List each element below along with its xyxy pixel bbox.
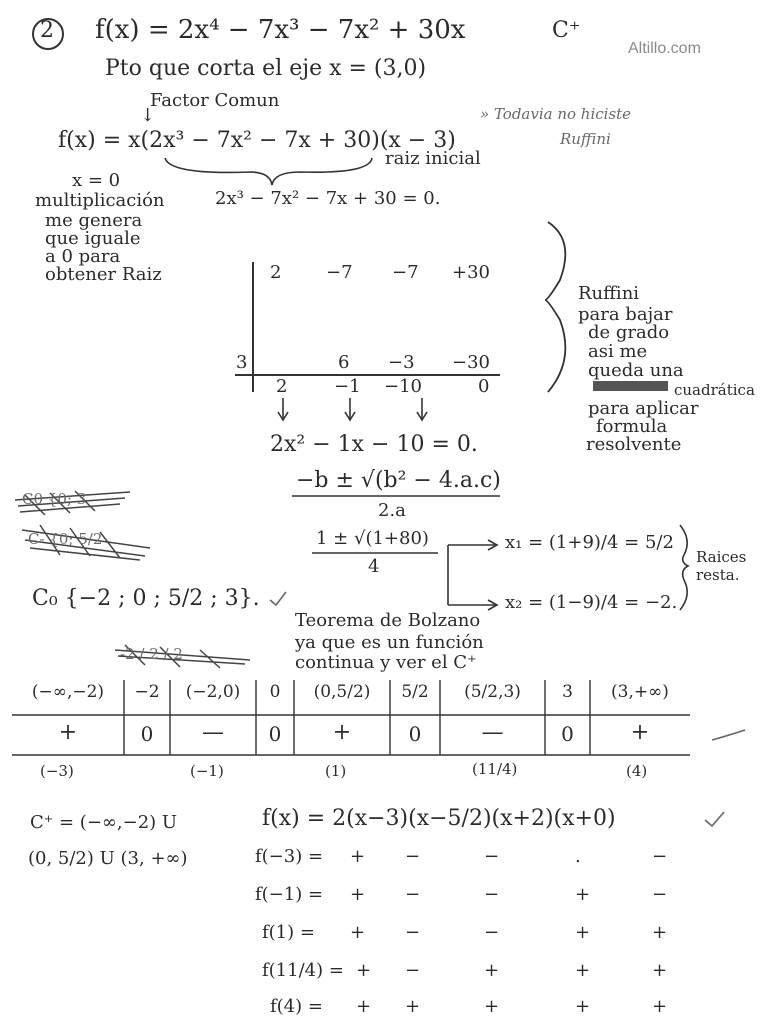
sign-table-sign: 0 (561, 722, 574, 746)
applied-denominator: 4 (368, 556, 380, 577)
eval-sign: + (575, 960, 591, 981)
eval-sign: + (484, 960, 500, 981)
problem-number: 2 (40, 18, 54, 43)
eval-sign: − (484, 846, 500, 867)
test-point: (−1) (190, 762, 224, 780)
ruffini-coeff-3: −7 (392, 262, 419, 283)
cplus-result-2: (0, 5/2) U (3, +∞) (28, 848, 188, 869)
ruffini-note-1: Ruffini (578, 283, 640, 304)
x-zero: x = 0 (72, 170, 121, 191)
ruffini-note-6: cuadrática (674, 381, 755, 399)
eval-sign: + (350, 846, 366, 867)
formula-denominator: 2.a (378, 500, 406, 521)
applied-numerator: 1 ± √(1+80) (316, 528, 429, 549)
sign-table-sign: 0 (140, 722, 154, 746)
sign-table-header: −2 (134, 682, 160, 702)
eval-label: f(4) = (270, 996, 323, 1017)
test-point: (−3) (40, 762, 74, 780)
root-x1: x₁ = (1+9)/4 = 5/2 (505, 532, 674, 553)
eval-sign: + (484, 996, 500, 1017)
crossed-text-1: C0 {0; 3 (22, 490, 87, 508)
eval-sign: . (575, 846, 581, 867)
factored-form: f(x) = 2(x−3)(x−5/2)(x+2)(x+0) (262, 806, 616, 831)
sign-table-header: (5/2,3) (464, 682, 521, 702)
sign-table-header: (0,5/2) (313, 682, 371, 702)
ruffini-result-4: 0 (478, 376, 490, 397)
ruffini-note-8: formula (596, 416, 668, 437)
eval-sign: − (652, 884, 668, 905)
crossed-text-2: C- {0; 5/2 (28, 530, 103, 548)
root-x2: x₂ = (1−9)/4 = −2. (505, 592, 678, 613)
eval-sign: + (356, 996, 372, 1017)
bolzano-line-1: Teorema de Bolzano (295, 610, 481, 631)
ruffini-coeff-4: +30 (452, 262, 490, 283)
test-point: (1) (325, 762, 347, 780)
teacher-note-2: Ruffini (560, 130, 611, 148)
eval-sign: − (484, 884, 500, 905)
ruffini-note-5: queda una (588, 360, 684, 381)
watermark: Altillo.com (628, 40, 701, 57)
sign-table-sign: 0 (408, 722, 422, 746)
eval-sign: − (484, 922, 500, 943)
ruffini-note-9: resolvente (586, 434, 682, 455)
cubic-equation: 2x³ − 7x² − 7x + 30 = 0. (215, 188, 441, 209)
eval-label: f(−1) = (255, 884, 324, 905)
eval-label: f(1) = (262, 922, 315, 943)
ruffini-product-3: −30 (452, 352, 490, 373)
test-point: (4) (626, 762, 648, 780)
eval-sign: − (405, 884, 421, 905)
ruffini-coeff-1: 2 (270, 262, 282, 283)
ruffini-result-3: −10 (384, 376, 422, 397)
eval-sign: + (652, 996, 668, 1017)
eval-sign: − (405, 846, 421, 867)
sign-table-header: (−2,0) (185, 682, 241, 702)
c-plus-label: C⁺ (552, 18, 581, 43)
note-line-3: que iguale (45, 228, 141, 249)
quadratic-equation: 2x² − 1x − 10 = 0. (270, 432, 478, 457)
ruffini-note-2: para bajar (578, 304, 673, 325)
roots-label: Raices resta. (696, 548, 747, 584)
note-line-1: multiplicación (35, 190, 165, 211)
ruffini-note-4: asi me (588, 341, 648, 362)
note-line-4: a 0 para (45, 246, 121, 267)
eval-sign: + (652, 922, 668, 943)
crossed-text-3: -2 / 2 / 2 (120, 645, 183, 663)
ruffini-coeff-2: −7 (326, 262, 353, 283)
sign-table-header: (3,+∞) (611, 682, 669, 702)
eval-sign: + (350, 922, 366, 943)
bolzano-line-3: continua y ver el C⁺ (295, 652, 477, 673)
factor-label: Factor Comun (150, 90, 280, 111)
ruffini-result-1: 2 (276, 376, 288, 397)
ruffini-product-2: −3 (388, 352, 415, 373)
ruffini-root: 3 (236, 352, 248, 373)
test-point: (11/4) (472, 760, 518, 778)
sign-table-header: 3 (562, 682, 573, 702)
eval-sign: + (356, 960, 372, 981)
formula-numerator: −b ± √(b² − 4.a.c) (296, 468, 501, 493)
sign-table-sign: + (630, 720, 650, 745)
sign-table-header: 0 (269, 682, 281, 702)
factored-expression: f(x) = x(2x³ − 7x² − 7x + 30)(x − 3) (58, 128, 456, 153)
arrow-down-icon: ↓ (140, 105, 156, 126)
function-definition: f(x) = 2x⁴ − 7x³ − 7x² + 30x (95, 15, 466, 45)
note-line-5: obtener Raiz (45, 264, 162, 285)
sign-table-header: (−∞,−2) (31, 682, 105, 702)
sign-table-sign: — (481, 720, 504, 745)
eval-label: f(−3) = (255, 846, 324, 867)
cplus-result-1: C⁺ = (−∞,−2) U (30, 812, 178, 833)
ruffini-note-7: para aplicar (588, 398, 699, 419)
sign-table-sign: + (332, 720, 352, 745)
eval-sign: + (575, 884, 591, 905)
sign-table-sign: — (202, 720, 224, 745)
sign-table-sign: + (58, 720, 78, 745)
eval-sign: + (350, 884, 366, 905)
zeros-set: C₀ {−2 ; 0 ; 5/2 ; 3}. (32, 586, 260, 611)
eval-sign: + (652, 960, 668, 981)
cut-point: Pto que corta el eje x = (3,0) (105, 56, 427, 81)
eval-sign: + (405, 996, 421, 1017)
ruffini-note-3: de grado (588, 322, 670, 343)
ruffini-product-1: 6 (338, 352, 350, 373)
eval-sign: − (652, 846, 668, 867)
eval-sign: − (405, 922, 421, 943)
ruffini-result-2: −1 (334, 376, 361, 397)
eval-sign: + (575, 922, 591, 943)
bolzano-line-2: ya que es un función (295, 632, 484, 653)
eval-label: f(11/4) = (262, 960, 344, 981)
eval-sign: − (405, 960, 421, 981)
note-line-2: me genera (45, 210, 143, 231)
root-label: raiz inicial (385, 148, 481, 169)
teacher-note-1: » Todavia no hiciste (480, 105, 632, 123)
eval-sign: + (575, 996, 591, 1017)
sign-table-sign: 0 (268, 722, 282, 746)
sign-table-header: 5/2 (401, 682, 429, 702)
